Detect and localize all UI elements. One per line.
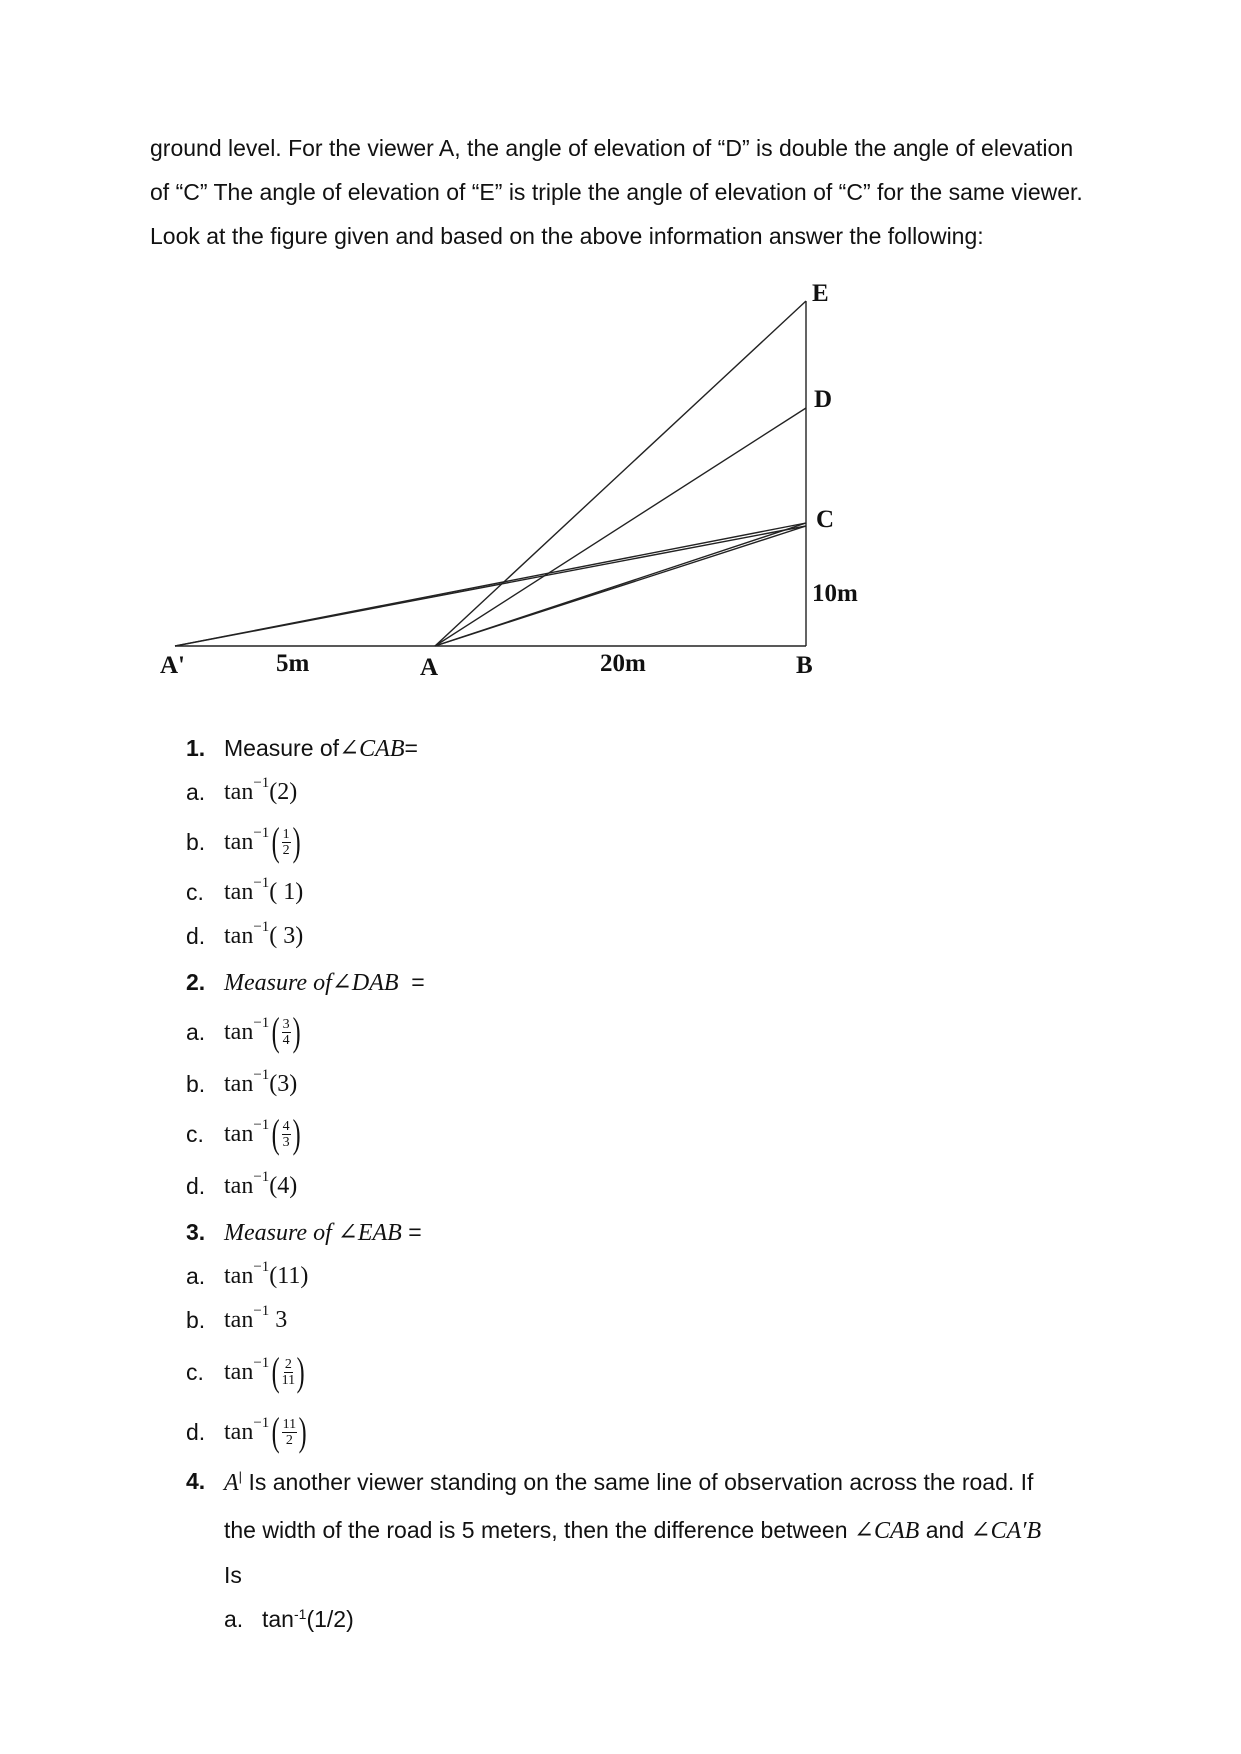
- question-text: Measure of ∠EAB: [224, 1219, 402, 1246]
- intro-line-1: ground level. For the viewer A, the angle of elevation of “D” is double the angle of elevation: [150, 135, 1074, 161]
- option-2b[interactable]: [186, 1064, 297, 1104]
- denominator: 4: [282, 1032, 290, 1048]
- question-number: 3.: [186, 1218, 206, 1245]
- intro-paragraph: [150, 126, 1150, 258]
- inverse-sup: −1: [253, 1168, 270, 1185]
- option-mark: d.: [186, 922, 206, 949]
- fraction: ( $\frac{2}{11}$ ): [271, 1349, 305, 1394]
- option-2a[interactable]: [186, 1009, 303, 1054]
- tan-text: tan: [224, 878, 254, 905]
- option-mark: d.: [186, 1418, 206, 1445]
- label-d: D: [814, 386, 833, 413]
- fraction: ( $\frac{1}{2}$ ): [271, 819, 301, 864]
- question-number: 2.: [186, 968, 206, 995]
- and-text: and: [919, 1517, 971, 1543]
- tan-text: tan: [224, 1306, 254, 1333]
- tan-text: tan: [224, 1070, 254, 1097]
- angle-ca-prime-b: ∠CA′B: [970, 1518, 1042, 1544]
- option-arg: 3: [269, 1306, 288, 1333]
- option-arg: (2): [269, 778, 298, 805]
- inverse-sup: −1: [253, 1116, 270, 1133]
- inverse-sup: −1: [253, 874, 270, 891]
- denominator: 2: [282, 842, 290, 858]
- inverse-sup: −1: [253, 1302, 270, 1319]
- equals-sign: =: [401, 1218, 422, 1245]
- tan-text: tan: [224, 1418, 254, 1445]
- option-mark: a.: [224, 1606, 244, 1632]
- option-2c[interactable]: [186, 1111, 303, 1156]
- line-a-e: [435, 301, 806, 646]
- question-4-number: 4.: [186, 1468, 206, 1494]
- option-mark: d.: [186, 1172, 206, 1199]
- tan-text: tan: [224, 1018, 254, 1045]
- option-3c[interactable]: [186, 1349, 307, 1394]
- line-2-text: the width of the road is 5 meters, then the difference between: [224, 1517, 854, 1543]
- option-1b[interactable]: [186, 819, 303, 864]
- option-3d[interactable]: [186, 1409, 309, 1454]
- option-mark: c.: [186, 1358, 204, 1385]
- inverse-sup: −1: [253, 1066, 270, 1083]
- option-1d[interactable]: [186, 916, 303, 956]
- label-b: B: [796, 652, 813, 679]
- tan-text: tan: [224, 778, 254, 805]
- inverse-sup: −1: [253, 918, 270, 935]
- a-prime-sup: |: [238, 1469, 243, 1484]
- label-c: C: [816, 506, 835, 533]
- geometry-figure: [150, 276, 930, 686]
- inverse-sup: −1: [253, 774, 270, 791]
- denominator: 2: [285, 1432, 293, 1448]
- intro-line-3: Look at the figure given and based on the above information answer the following:: [150, 223, 984, 249]
- label-a-prime: A': [160, 652, 185, 679]
- inverse-sup: −1: [253, 1354, 270, 1371]
- denominator: 11: [281, 1372, 296, 1388]
- question-1: [186, 728, 418, 768]
- option-mark: a.: [186, 1018, 206, 1045]
- option-mark: c.: [186, 1120, 204, 1147]
- option-3b[interactable]: [186, 1300, 287, 1340]
- label-20m: 20m: [600, 650, 646, 677]
- tan-text: tan: [224, 1358, 254, 1385]
- inverse-sup: −1: [253, 1014, 270, 1031]
- question-3: [186, 1212, 422, 1252]
- inverse-sup: −1: [253, 1414, 270, 1431]
- option-1c[interactable]: [186, 872, 303, 912]
- option-mark: b.: [186, 1070, 206, 1097]
- equals-sign: =: [404, 734, 418, 761]
- option-mark: b.: [186, 1306, 206, 1333]
- option-text: tan: [262, 1606, 294, 1632]
- fraction: ( $\frac{3}{4}$ ): [271, 1009, 301, 1054]
- option-arg: (11): [269, 1262, 309, 1289]
- numerator: 2: [284, 1356, 292, 1372]
- tan-text: tan: [224, 1172, 254, 1199]
- question-number: 1.: [186, 734, 206, 761]
- option-mark: b.: [186, 828, 206, 855]
- question-4-line-3: Is: [224, 1562, 242, 1588]
- intro-line-2: of “C” The angle of elevation of “E” is triple the angle of elevation of “C” for the same viewer.: [150, 179, 1083, 205]
- question-text: Measure of∠DAB: [224, 969, 399, 996]
- inverse-sup: −1: [253, 824, 270, 841]
- option-mark: a.: [186, 778, 206, 805]
- fraction: ( $\frac{4}{3}$ ): [271, 1111, 301, 1156]
- line-1-text: Is another viewer standing on the same line of observation across the road. If: [242, 1469, 1034, 1495]
- option-arg: ( 3): [269, 922, 304, 949]
- option-arg: (1/2): [306, 1606, 354, 1632]
- angle-cab: ∠CAB: [853, 1518, 920, 1544]
- label-a: A: [420, 654, 439, 681]
- option-arg: (4): [269, 1172, 298, 1199]
- question-4-line-2: [224, 1508, 1124, 1553]
- a-prime-symbol: A: [224, 1470, 239, 1496]
- option-4a[interactable]: [224, 1597, 1124, 1644]
- question-4: [224, 1460, 1124, 1644]
- option-1a[interactable]: [186, 772, 297, 812]
- geometry-diagram: [150, 276, 930, 686]
- fraction: ( $\frac{11}{2}$ ): [271, 1409, 307, 1454]
- option-mark: c.: [186, 878, 204, 905]
- tan-text: tan: [224, 1262, 254, 1289]
- option-mark: a.: [186, 1262, 206, 1289]
- tan-text: tan: [224, 1120, 254, 1147]
- question-4-line-1: [224, 1460, 1124, 1508]
- numerator: 3: [282, 1016, 290, 1032]
- angle-symbol: ∠CAB: [339, 735, 405, 762]
- option-sup: -1: [293, 1606, 307, 1622]
- numerator: 1: [282, 826, 290, 842]
- label-5m: 5m: [276, 650, 310, 677]
- numerator: 11: [282, 1416, 297, 1432]
- inverse-sup: −1: [253, 1258, 270, 1275]
- numerator: 4: [282, 1118, 290, 1134]
- line-a-d: [435, 408, 806, 646]
- option-2d[interactable]: [186, 1166, 297, 1206]
- equals-sign: =: [398, 968, 425, 995]
- option-arg: (3): [269, 1070, 298, 1097]
- label-e: E: [812, 280, 829, 307]
- option-3a[interactable]: [186, 1256, 308, 1296]
- option-arg: ( 1): [269, 878, 304, 905]
- denominator: 3: [282, 1134, 290, 1150]
- label-10m: 10m: [812, 580, 858, 607]
- tan-text: tan: [224, 828, 254, 855]
- question-2: [186, 962, 425, 1002]
- tan-text: tan: [224, 922, 254, 949]
- question-prefix: Measure of: [224, 734, 340, 761]
